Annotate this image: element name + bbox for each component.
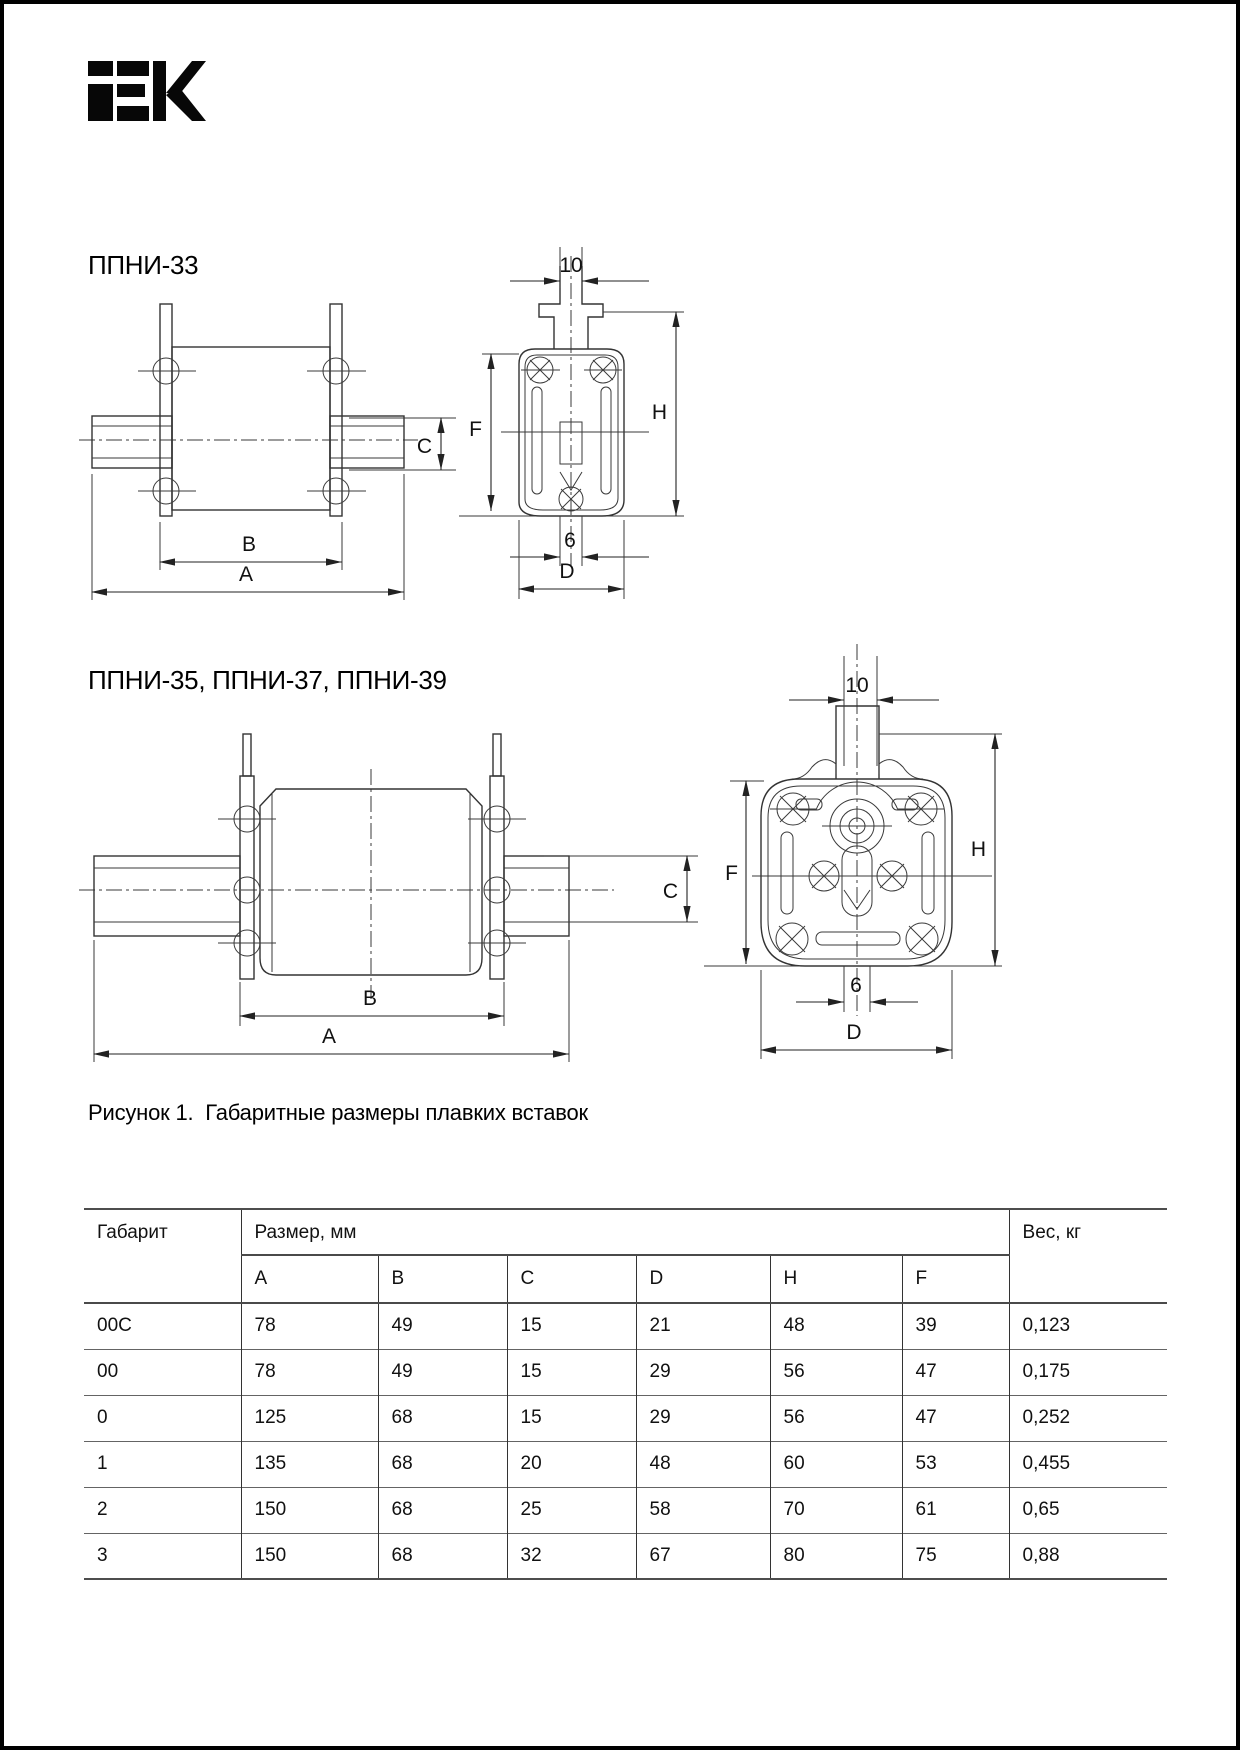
cell-c: 15 <box>507 1395 636 1441</box>
cell-f: 47 <box>902 1349 1009 1395</box>
table-row <box>84 1533 1167 1579</box>
table-header-size: Размер, мм <box>241 1209 1009 1255</box>
cell-gabarit: 3 <box>84 1533 241 1579</box>
cell-h: 56 <box>770 1349 902 1395</box>
cell-weight: 0,455 <box>1009 1441 1167 1487</box>
cell-d: 48 <box>636 1441 770 1487</box>
cell-b: 68 <box>378 1533 507 1579</box>
figure1-front-view <box>459 247 684 599</box>
fig1-dim-c: C <box>416 435 432 458</box>
fig1-dim-h: H <box>651 401 667 424</box>
table-subheader-c: C <box>507 1255 636 1303</box>
cell-a: 150 <box>241 1487 378 1533</box>
figure1-side-view <box>79 304 456 600</box>
fig2-dim-a: A <box>321 1025 337 1048</box>
cell-h: 56 <box>770 1395 902 1441</box>
cell-c: 15 <box>507 1303 636 1349</box>
cell-f: 39 <box>902 1303 1009 1349</box>
table-row <box>84 1487 1167 1533</box>
cell-f: 61 <box>902 1487 1009 1533</box>
fig1-dim-a: A <box>238 563 254 586</box>
table-subheader-b: B <box>378 1255 507 1303</box>
figure1-title: ППНИ-33 <box>88 250 199 280</box>
cell-d: 21 <box>636 1303 770 1349</box>
cell-gabarit: 00C <box>84 1303 241 1349</box>
table-row <box>84 1395 1167 1441</box>
cell-gabarit: 1 <box>84 1441 241 1487</box>
table-header-gabarit: Габарит <box>84 1209 241 1303</box>
cell-weight: 0,65 <box>1009 1487 1167 1533</box>
fig2-dim-b: B <box>362 987 378 1010</box>
cell-b: 68 <box>378 1441 507 1487</box>
cell-b: 68 <box>378 1395 507 1441</box>
fig2-dim-c: C <box>662 880 678 903</box>
fig1-dim-d: D <box>559 560 575 583</box>
cell-gabarit: 00 <box>84 1349 241 1395</box>
fig2-dim-10: 10 <box>845 674 869 697</box>
cell-b: 49 <box>378 1349 507 1395</box>
cell-a: 78 <box>241 1349 378 1395</box>
cell-a: 135 <box>241 1441 378 1487</box>
cell-h: 48 <box>770 1303 902 1349</box>
figure2-title: ППНИ-35, ППНИ-37, ППНИ-39 <box>88 665 447 695</box>
fig2-dim-6: 6 <box>850 974 862 997</box>
fig2-dim-f: F <box>725 862 738 885</box>
table-row <box>84 1349 1167 1395</box>
cell-gabarit: 0 <box>84 1395 241 1441</box>
cell-weight: 0,123 <box>1009 1303 1167 1349</box>
fig1-dim-10: 10 <box>559 254 583 277</box>
cell-d: 29 <box>636 1349 770 1395</box>
table-row <box>84 1303 1167 1349</box>
dimensions-table <box>84 1208 1167 1580</box>
cell-d: 58 <box>636 1487 770 1533</box>
cell-h: 60 <box>770 1441 902 1487</box>
cell-a: 78 <box>241 1303 378 1349</box>
cell-a: 150 <box>241 1533 378 1579</box>
table-header-weight: Вес, кг <box>1009 1209 1167 1303</box>
cell-d: 67 <box>636 1533 770 1579</box>
fig1-dim-6: 6 <box>564 529 576 552</box>
cell-f: 53 <box>902 1441 1009 1487</box>
table-row <box>84 1441 1167 1487</box>
fig1-dim-b: B <box>241 533 257 556</box>
figure2-front-view <box>704 644 1002 1059</box>
cell-c: 20 <box>507 1441 636 1487</box>
cell-d: 29 <box>636 1395 770 1441</box>
figure2-side-view <box>79 734 698 1062</box>
table-subheader-d: D <box>636 1255 770 1303</box>
iek-logo-icon <box>88 61 206 121</box>
table-subheader-f: F <box>902 1255 1009 1303</box>
table-subheader-a: A <box>241 1255 378 1303</box>
cell-f: 47 <box>902 1395 1009 1441</box>
figure-caption: Рисунок 1. Габаритные размеры плавких вставок <box>88 1100 588 1125</box>
cell-c: 32 <box>507 1533 636 1579</box>
fig1-dim-f: F <box>469 418 482 441</box>
cell-b: 49 <box>378 1303 507 1349</box>
cell-weight: 0,252 <box>1009 1395 1167 1441</box>
fig2-dim-h: H <box>970 838 986 861</box>
cell-c: 25 <box>507 1487 636 1533</box>
cell-weight: 0,88 <box>1009 1533 1167 1579</box>
cell-c: 15 <box>507 1349 636 1395</box>
cell-h: 80 <box>770 1533 902 1579</box>
cell-h: 70 <box>770 1487 902 1533</box>
fig2-dim-d: D <box>846 1021 862 1044</box>
cell-a: 125 <box>241 1395 378 1441</box>
table-subheader-h: H <box>770 1255 902 1303</box>
cell-f: 75 <box>902 1533 1009 1579</box>
cell-gabarit: 2 <box>84 1487 241 1533</box>
cell-b: 68 <box>378 1487 507 1533</box>
cell-weight: 0,175 <box>1009 1349 1167 1395</box>
